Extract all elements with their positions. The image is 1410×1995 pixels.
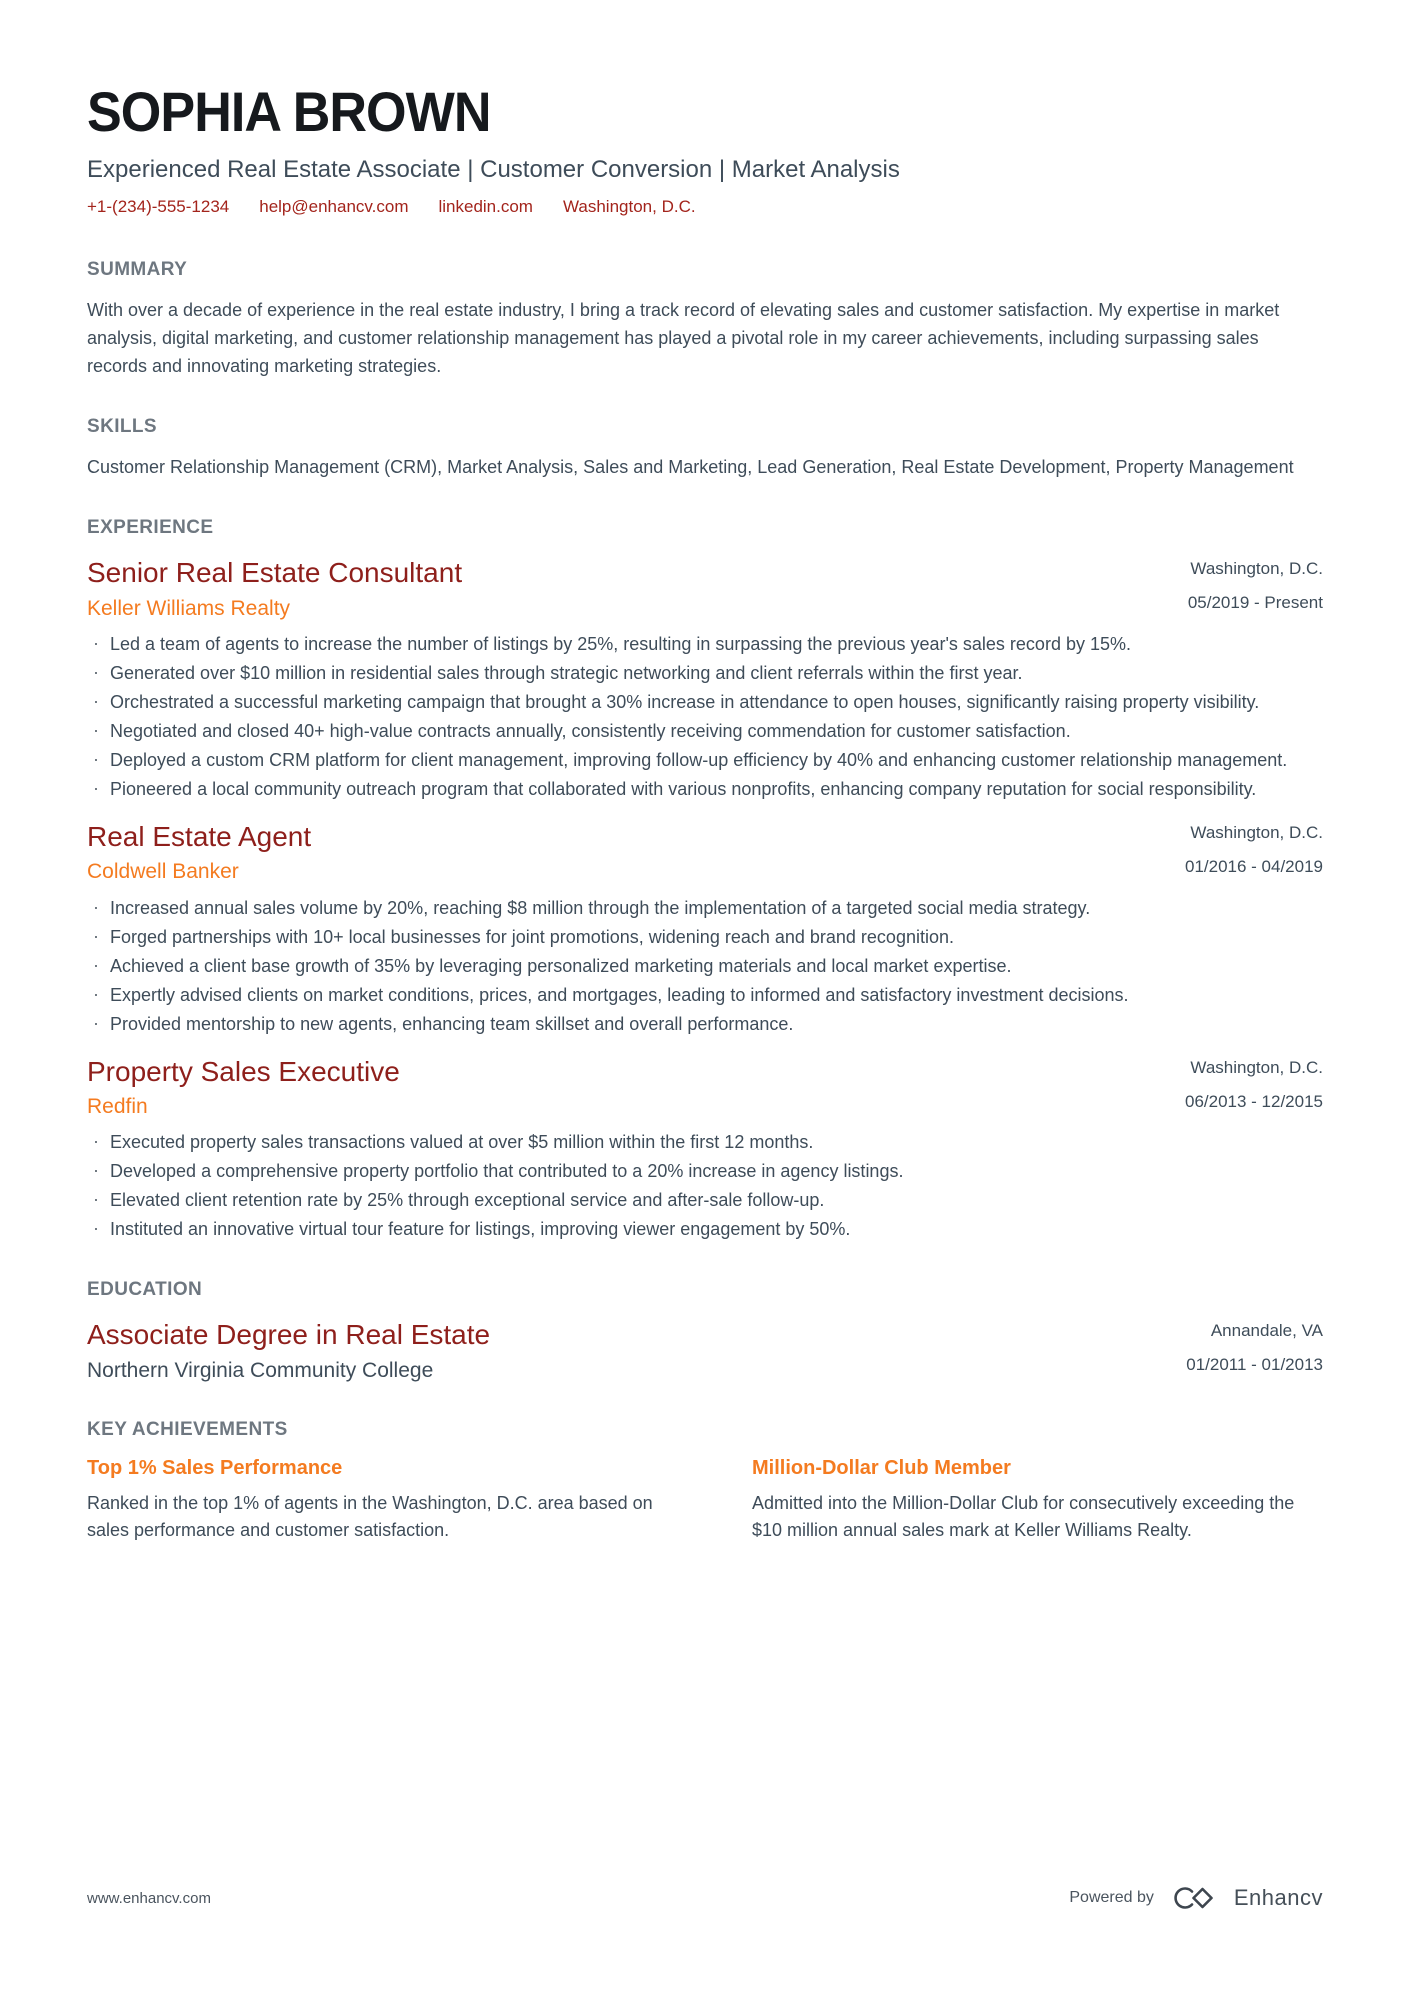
job-bullet: · Increased annual sales volume by 20%, reaching $8 million through the implementation of a targeted social media strategy. bbox=[87, 895, 1317, 922]
entry-meta bbox=[1186, 1318, 1323, 1375]
skills-text: Customer Relationship Management (CRM), Market Analysis, Sales and Marketing, Lead Generation, Real Estate Development, Property Management bbox=[87, 457, 1294, 477]
entry-header bbox=[87, 1318, 1323, 1383]
footer-site-link[interactable]: www.enhancv.com bbox=[87, 1889, 211, 1907]
powered-by-label: Powered by bbox=[1069, 1889, 1154, 1906]
summary-text: With over a decade of experience in the real estate industry, I bring a track record of elevating sales and customer satisfaction. My expertise in market analysis, digital marketing, and customer relationship management has played a pivotal role in my career achievements, including surpassing sales records and innovating marketing strategies. bbox=[87, 300, 1280, 376]
job-bullet: · Generated over $10 million in residential sales through strategic networking and client referrals within the first year. bbox=[87, 660, 1317, 687]
summary-heading: SUMMARY bbox=[87, 259, 188, 280]
achievement-item bbox=[87, 1457, 657, 1544]
job-location: Washington, D.C. bbox=[1190, 822, 1323, 842]
job-company: Coldwell Banker bbox=[87, 860, 239, 884]
experience-entry bbox=[87, 820, 1323, 1038]
enhancv-logo-icon bbox=[1168, 1882, 1220, 1914]
achievement-title: Million-Dollar Club Member bbox=[752, 1457, 1011, 1480]
page-footer bbox=[87, 1882, 1323, 1914]
achievements-grid bbox=[87, 1457, 1323, 1544]
experience-entry bbox=[87, 1055, 1323, 1244]
job-bullets bbox=[87, 1129, 1317, 1243]
entry-meta bbox=[1185, 1055, 1323, 1112]
job-bullet: · Developed a comprehensive property portfolio that contributed to a 20% increase in agency listings. bbox=[87, 1158, 1317, 1185]
job-dates: 05/2019 - Present bbox=[1187, 593, 1323, 612]
education-location: Annandale, VA bbox=[1210, 1321, 1323, 1341]
footer-branding bbox=[1069, 1882, 1323, 1914]
enhancv-brand-name: Enhancv bbox=[1233, 1885, 1323, 1910]
entry-title-block bbox=[87, 1055, 400, 1120]
job-bullet: · Elevated client retention rate by 25% through exceptional service and after-sale follow-up. bbox=[87, 1187, 1317, 1214]
job-bullet: · Negotiated and closed 40+ high-value contracts annually, consistently receiving commendation for customer satisfaction. bbox=[87, 718, 1317, 745]
entry-title-block bbox=[87, 820, 311, 885]
job-bullets bbox=[87, 631, 1317, 803]
education-dates: 01/2011 - 01/2013 bbox=[1186, 1355, 1323, 1375]
resume-header bbox=[87, 80, 1323, 217]
entry-header bbox=[87, 820, 1323, 885]
entry-title-block bbox=[87, 1318, 490, 1383]
entry-header bbox=[87, 556, 1323, 621]
experience-entry bbox=[87, 556, 1323, 803]
education-heading: EDUCATION bbox=[87, 1279, 203, 1301]
contact-phone[interactable]: +1-(234)-555-1234 bbox=[87, 197, 230, 216]
education-entry bbox=[87, 1318, 1323, 1383]
achievement-text: Ranked in the top 1% of agents in the Washington, D.C. area based on sales performance and customer satisfaction. bbox=[87, 1493, 653, 1541]
job-bullet: · Led a team of agents to increase the number of listings by 25%, resulting in surpassing the previous year's sales record by 15%. bbox=[87, 631, 1317, 658]
job-company: Redfin bbox=[87, 1095, 148, 1119]
job-location: Washington, D.C. bbox=[1190, 559, 1323, 578]
entry-header bbox=[87, 1055, 1323, 1120]
job-title: Property Sales Executive bbox=[87, 1055, 400, 1087]
experience-heading: EXPERIENCE bbox=[87, 517, 214, 538]
entry-meta bbox=[1188, 556, 1323, 613]
job-dates: 06/2013 - 12/2015 bbox=[1184, 1091, 1323, 1111]
job-title: Senior Real Estate Consultant bbox=[87, 557, 463, 588]
school-name: Northern Virginia Community College bbox=[87, 1358, 434, 1382]
candidate-name: SOPHIA BROWN bbox=[87, 80, 491, 143]
contact-email[interactable]: help@enhancv.com bbox=[259, 197, 409, 216]
achievement-title: Top 1% Sales Performance bbox=[87, 1457, 343, 1480]
job-dates: 01/2016 - 04/2019 bbox=[1184, 856, 1323, 876]
entry-meta bbox=[1185, 820, 1323, 877]
job-bullet: · Provided mentorship to new agents, enhancing team skillset and overall performance. bbox=[87, 1011, 1317, 1038]
job-bullet: · Orchestrated a successful marketing campaign that brought a 30% increase in attendance to open houses, significantly raising property visibility. bbox=[87, 689, 1317, 716]
job-bullet: · Achieved a client base growth of 35% by leveraging personalized marketing materials and local market expertise. bbox=[87, 953, 1317, 980]
job-bullet: · Executed property sales transactions valued at over $5 million within the first 12 months. bbox=[87, 1129, 1317, 1156]
job-bullet: · Deployed a custom CRM platform for client management, improving follow-up efficiency by 40% and enhancing customer relationship management. bbox=[87, 747, 1317, 774]
job-bullet: · Instituted an innovative virtual tour feature for listings, improving viewer engagement by 50%. bbox=[87, 1216, 1317, 1243]
contact-website[interactable]: linkedin.com bbox=[438, 197, 533, 216]
candidate-headline: Experienced Real Estate Associate | Customer Conversion | Market Analysis bbox=[87, 156, 900, 183]
job-company: Keller Williams Realty bbox=[87, 596, 291, 620]
job-location: Washington, D.C. bbox=[1190, 1057, 1323, 1077]
achievements-heading: KEY ACHIEVEMENTS bbox=[87, 1419, 288, 1441]
achievement-item bbox=[752, 1457, 1322, 1544]
achievement-text: Admitted into the Million-Dollar Club for consecutively exceeding the $10 million annual sales mark at Keller Williams Realty. bbox=[752, 1493, 1295, 1541]
job-title: Real Estate Agent bbox=[87, 820, 312, 852]
contact-location: Washington, D.C. bbox=[562, 197, 696, 216]
job-bullet: · Forged partnerships with 10+ local businesses for joint promotions, widening reach and brand recognition. bbox=[87, 924, 1317, 951]
contact-row bbox=[87, 197, 1323, 217]
skills-heading: SKILLS bbox=[87, 416, 157, 437]
job-bullet: · Pioneered a local community outreach program that collaborated with various nonprofits, enhancing company reputation for social responsibility. bbox=[87, 776, 1317, 803]
entry-title-block bbox=[87, 556, 462, 621]
degree-title: Associate Degree in Real Estate bbox=[87, 1319, 491, 1351]
job-bullets bbox=[87, 895, 1317, 1038]
job-bullet: · Expertly advised clients on market conditions, prices, and mortgages, leading to informed and satisfactory investment decisions. bbox=[87, 982, 1317, 1009]
